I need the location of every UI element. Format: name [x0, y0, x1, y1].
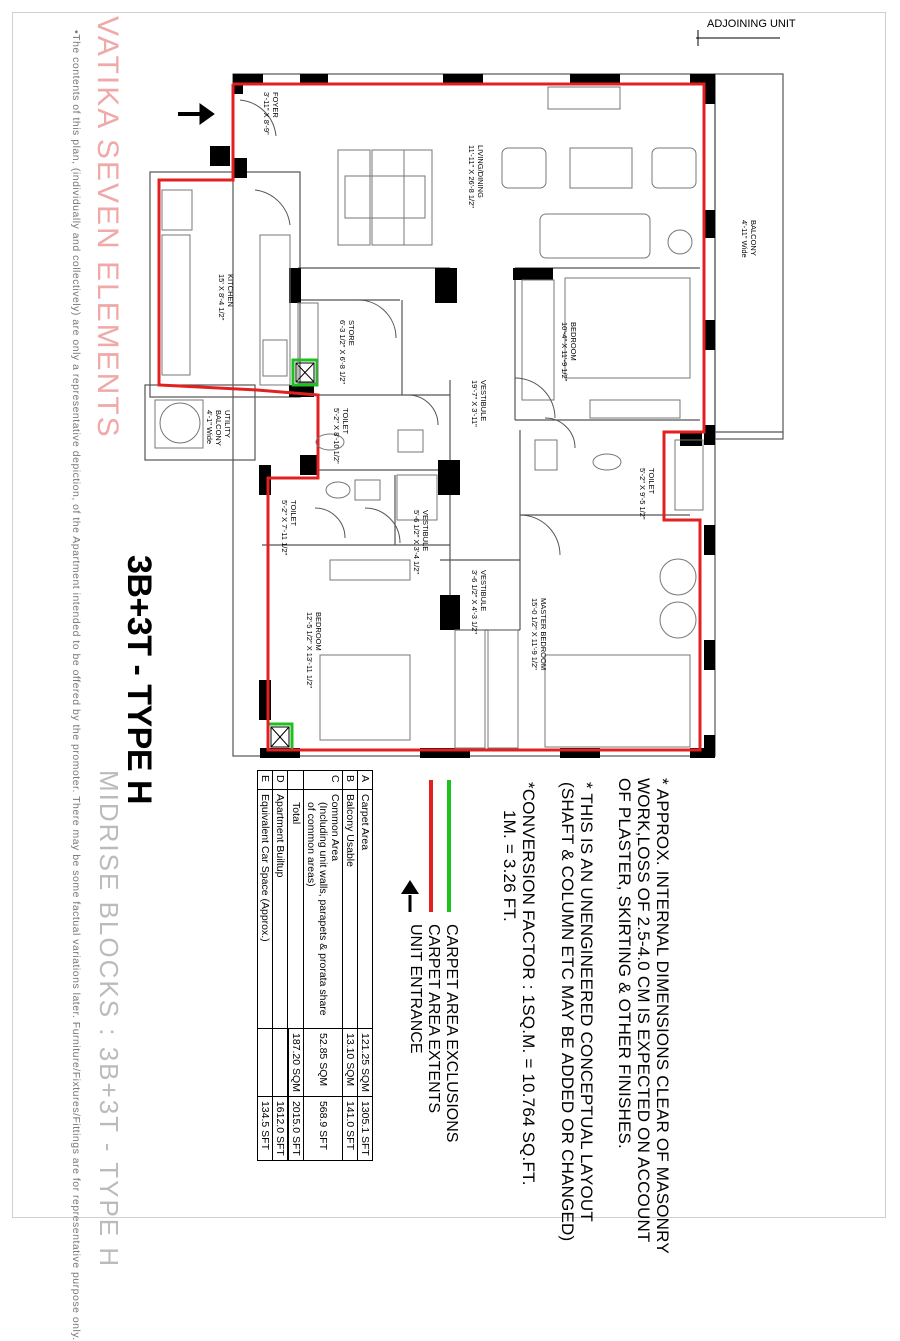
legend-extents-label: CARPET AREA EXTENTS: [425, 924, 442, 1114]
area-table-wrapper: [257, 770, 373, 1161]
note-line: * APPROX. INTERNAL DIMENSIONS CLEAR OF MASONRY: [653, 778, 672, 1254]
area-table: [257, 770, 373, 1161]
legend: [406, 924, 460, 1142]
room-toilet-1: TOILET 5'-2" X 8'-10 1/2": [332, 408, 350, 464]
entrance-arrow: [178, 104, 214, 124]
table-row: E Equivalent Car Space (Approx.) 134.5 SFT: [258, 771, 273, 1161]
room-store: STORE 6'-3 1/2" X 6'-8 1/2": [338, 320, 356, 385]
subtitle: MIDRISE BLOCKS : 3B+3T - TYPE H: [94, 770, 124, 1269]
room-master-bedroom: MASTER BEDROOM 15'-0 1/2" X 11'-9 1/2": [530, 598, 548, 671]
room-vestibule-1: VESTIBULE 19'-7" X 3'-11": [470, 380, 488, 427]
legend-entrance-label: UNIT ENTRANCE: [407, 924, 424, 1054]
room-bedroom-2: BEDROOM 12'-5 1/2" X 13'-11 1/2": [305, 612, 323, 689]
table-row: A Carpet Area 121.25 SQM 1305.1 SFT: [358, 771, 373, 1161]
room-toilet-2: TOILET 5'-2" X 9'-5 1/2": [638, 468, 656, 520]
table-row: Total 187.20 SQM 2015.0 SFT: [288, 771, 304, 1161]
adjoining-unit-label: ADJOINING UNIT: [707, 18, 796, 30]
legend-exclusions-label: CARPET AREA EXCLUSIONS: [443, 924, 460, 1143]
room-utility-balcony: UTILITY BALCONY 4'-1" Wide: [205, 410, 232, 446]
note-line: WORK,LOSS OF 2.5-4.0 CM IS EXPECTED ON ACCOUNT: [634, 778, 653, 1243]
plan-title: 3B+3T - TYPE H: [120, 555, 158, 805]
table-row: C Common Area (Including unit walls, parapets & prorata share of common areas) 52.85 SQM 568.9 SFT: [304, 771, 343, 1161]
note-line: (SHAFT & COLUMN ETC MAY BE ADDED OR CHANGED): [558, 782, 577, 1242]
note-line: OF PLASTER, SKIRTING & OTHER FINISHES.: [615, 778, 634, 1149]
notes-block: [615, 778, 672, 1254]
adjoining-unit-marker: [696, 30, 780, 46]
note-line: 1M. = 3.26 FT.: [500, 810, 519, 922]
notes-block-2: [558, 782, 596, 1241]
room-vestibule-2: VESTIBULE 5'-6 1/2" X 3'-4 1/2": [412, 510, 430, 575]
room-foyer: FOYER 3'-11" X 8'-9": [262, 92, 280, 135]
table-row: D Apartment Builtup 1612.0 SFT: [273, 771, 289, 1161]
note-line: *CONVERSION FACTOR : 1SQ.M. = 10.764 SQ.FT.: [519, 782, 538, 1186]
brand-title: VATIKA SEVEN ELEMENTS: [91, 16, 124, 439]
furniture: [155, 87, 703, 748]
room-vestibule-3: VESTIBULE 3'-6 1/2" X 4'-3 1/2": [470, 570, 488, 635]
table-row: B Balcony Usable 13.10 SQM 141.0 SFT: [343, 771, 358, 1161]
room-balcony: BALCONY 4'-11" Wide: [740, 220, 758, 258]
room-living: LIVING/DINING 11'-11" X 26'-8 1/2": [467, 145, 485, 208]
room-toilet-3: TOILET 5'-2" X 7'-11 1/2": [280, 500, 298, 556]
notes-block-3: [500, 782, 538, 1186]
note-line: * THIS IS AN UNENGINEERED CONCEPTUAL LAYOUT: [577, 782, 596, 1222]
room-bedroom-1: BEDROOM 10'-4" X 11'-9 1/2": [560, 322, 578, 382]
disclaimer: •The contents of this plan, (individually and collectively) are only a representative depiction, of the Apartment intended to be offered by the promoter. There may be some factual variations later. Furniture/Fixtures/Fittings are for representative purpose only.: [70, 30, 82, 1341]
room-kitchen: KITCHEN 15' X 8'-4 1/2": [217, 274, 235, 321]
